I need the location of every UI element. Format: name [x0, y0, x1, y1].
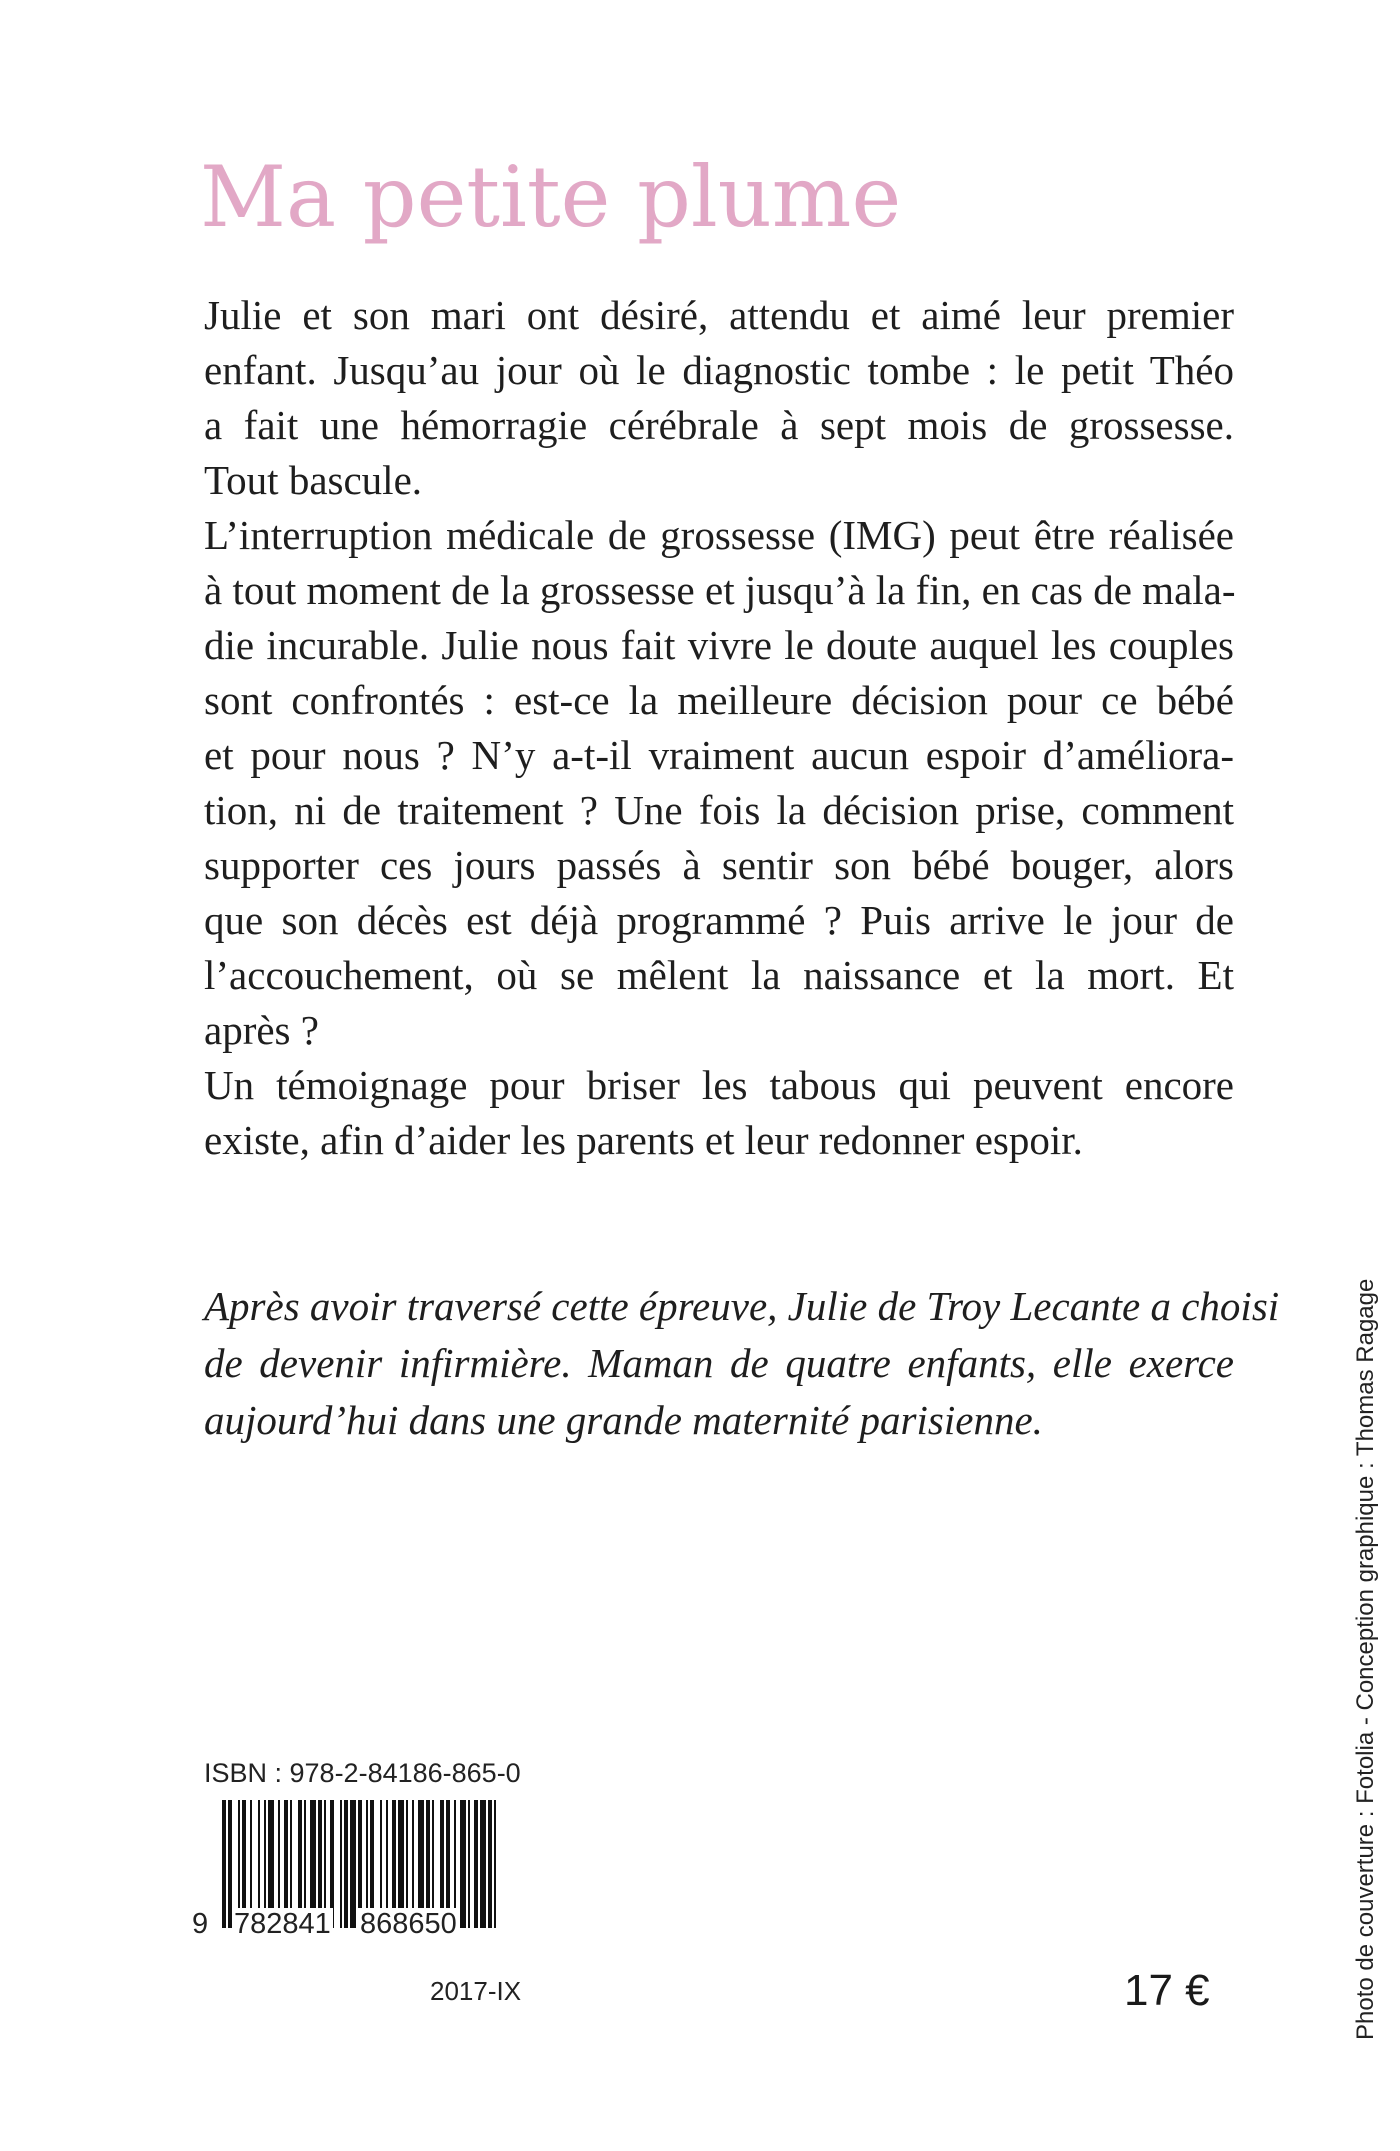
isbn-label: ISBN : 978-2-84186-865-0 [204, 1758, 521, 1788]
bio-line: aujourd’hui dans une grande maternité parisienne. [204, 1397, 1043, 1443]
summary-line: tion, ni de traitement ? Une fois la décision prise, comment [204, 787, 1234, 833]
summary-line: après ? [204, 1007, 319, 1053]
summary-line: et pour nous ? N’y a-t-il vraiment aucun espoir d’améliora- [204, 732, 1234, 778]
summary-text [204, 288, 1234, 1168]
summary-line: Julie et son mari ont désiré, attendu et aimé leur premier [204, 292, 1234, 338]
summary-line: Un témoignage pour briser les tabous qui peuvent encore [204, 1062, 1234, 1108]
summary-line: Tout bascule. [204, 457, 423, 503]
book-title: Ma petite plume [200, 148, 902, 246]
bio-line: de devenir infirmière. Maman de quatre enfants, elle exerce [204, 1340, 1234, 1386]
barcode-digit-first: 9 [192, 1908, 209, 1940]
barcode-digits-left: 782841 [234, 1908, 331, 1940]
edition-code: 2017-IX [430, 1976, 522, 2006]
summary-line: die incurable. Julie nous fait vivre le doute auquel les couples [204, 622, 1234, 668]
summary-line: que son décès est déjà programmé ? Puis arrive le jour de [204, 897, 1234, 943]
author-bio [204, 1278, 1280, 1449]
summary-line: à tout moment de la grossesse et jusqu’à la fin, en cas de mala- [204, 567, 1236, 613]
barcode-digits [190, 1908, 500, 1944]
bio-line: Après avoir traversé cette épreuve, Julie de Troy Lecante a choisi [204, 1283, 1280, 1329]
summary-line: sont confrontés : est-ce la meilleure décision pour ce bébé [204, 677, 1234, 723]
summary-line: L’interruption médicale de grossesse (IMG) peut être réalisée [204, 512, 1234, 558]
summary-line: a fait une hémorragie cérébrale à sept mois de grossesse. [204, 402, 1234, 448]
barcode-digits-right: 868650 [360, 1908, 457, 1940]
photo-credit: Photo de couverture : Fotolia - Conception graphique : Thomas Ragage [1352, 1278, 1379, 2040]
summary-line: enfant. Jusqu’au jour où le diagnostic tombe : le petit Théo [204, 347, 1234, 393]
summary-line: l’accouchement, où se mêlent la naissance et la mort. Et [204, 952, 1234, 998]
price: 17 € [1124, 1966, 1210, 2015]
summary-line: existe, afin d’aider les parents et leur redonner espoir. [204, 1117, 1083, 1163]
summary-line: supporter ces jours passés à sentir son bébé bouger, alors [204, 842, 1234, 888]
